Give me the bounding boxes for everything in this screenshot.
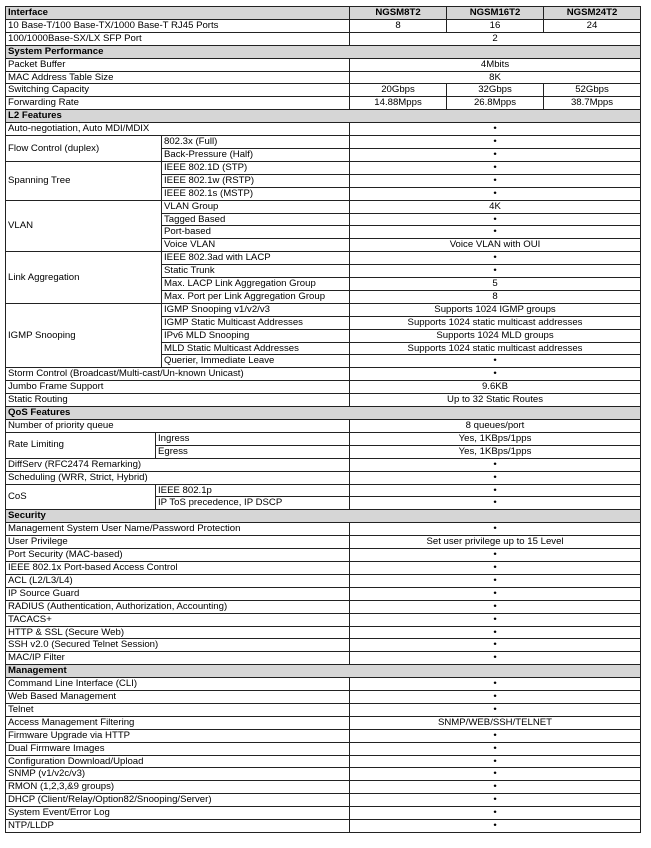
cell-value: • <box>350 807 641 820</box>
specifications-table <box>5 6 641 833</box>
cell-value: • <box>350 587 641 600</box>
cell-value: 20Gbps <box>350 84 447 97</box>
cell-value: • <box>350 213 641 226</box>
model-ngsm16t2-heading: NGSM16T2 <box>447 7 544 20</box>
row-label: HTTP & SSL (Secure Web) <box>6 626 350 639</box>
group-label: Spanning Tree <box>6 161 162 200</box>
row-label: DiffServ (RFC2474 Remarking) <box>6 458 350 471</box>
cell-value: 38.7Mpps <box>544 97 641 110</box>
cell-value: 4Mbits <box>350 58 641 71</box>
cell-value: • <box>350 148 641 161</box>
table-row <box>6 549 641 562</box>
sub-label: IEEE 802.1s (MSTP) <box>162 187 350 200</box>
section-title: L2 Features <box>6 110 641 123</box>
table-row <box>6 58 641 71</box>
table-row <box>6 613 641 626</box>
table-row <box>6 639 641 652</box>
sub-label: IPv6 MLD Snooping <box>162 329 350 342</box>
row-label: Jumbo Frame Support <box>6 381 350 394</box>
row-label: User Privilege <box>6 536 350 549</box>
row-label: Telnet <box>6 703 350 716</box>
group-label: Rate Limiting <box>6 432 156 458</box>
table-row <box>6 755 641 768</box>
table-row <box>6 420 641 433</box>
section-title: System Performance <box>6 45 641 58</box>
cell-value: Voice VLAN with OUI <box>350 239 641 252</box>
sub-label: IGMP Static Multicast Addresses <box>162 316 350 329</box>
model-ngsm8t2-heading: NGSM8T2 <box>350 7 447 20</box>
cell-value: • <box>350 174 641 187</box>
cell-value: Yes, 1KBps/1pps <box>350 432 641 445</box>
table-row <box>6 19 641 32</box>
section-title: Management <box>6 665 641 678</box>
sub-label: Tagged Based <box>162 213 350 226</box>
cell-value: Supports 1024 MLD groups <box>350 329 641 342</box>
section-heading-row <box>6 665 641 678</box>
table-row <box>6 678 641 691</box>
sub-label: MLD Static Multicast Addresses <box>162 342 350 355</box>
cell-value: • <box>350 703 641 716</box>
table-row <box>6 84 641 97</box>
table-row <box>6 32 641 45</box>
table-row <box>6 471 641 484</box>
table-row <box>6 768 641 781</box>
cell-value: • <box>350 226 641 239</box>
cell-value: • <box>350 794 641 807</box>
cell-value: • <box>350 574 641 587</box>
cell-value: • <box>350 561 641 574</box>
table-row <box>6 626 641 639</box>
row-label: Configuration Download/Upload <box>6 755 350 768</box>
cell-value: • <box>350 161 641 174</box>
table-row <box>6 200 641 213</box>
table-row <box>6 381 641 394</box>
cell-value: • <box>350 252 641 265</box>
sub-label: Max. Port per Link Aggregation Group <box>162 290 350 303</box>
section-title: QoS Features <box>6 407 641 420</box>
cell-value: • <box>350 755 641 768</box>
table-row <box>6 484 641 497</box>
table-row <box>6 600 641 613</box>
cell-value: SNMP/WEB/SSH/TELNET <box>350 716 641 729</box>
cell-value: • <box>350 729 641 742</box>
row-label: Auto-negotiation, Auto MDI/MDIX <box>6 123 350 136</box>
table-row <box>6 432 641 445</box>
row-label: RADIUS (Authentication, Authorization, Accounting) <box>6 600 350 613</box>
group-label: CoS <box>6 484 156 510</box>
cell-value: Set user privilege up to 15 Level <box>350 536 641 549</box>
row-label: Dual Firmware Images <box>6 742 350 755</box>
row-label: Web Based Management <box>6 691 350 704</box>
sub-label: IP ToS precedence, IP DSCP <box>156 497 350 510</box>
row-label: Packet Buffer <box>6 58 350 71</box>
cell-value: • <box>350 549 641 562</box>
sub-label: Voice VLAN <box>162 239 350 252</box>
cell-value: 52Gbps <box>544 84 641 97</box>
table-row <box>6 574 641 587</box>
cell-value: Up to 32 Static Routes <box>350 394 641 407</box>
cell-value: • <box>350 613 641 626</box>
table-row <box>6 820 641 833</box>
cell-value: • <box>350 136 641 149</box>
row-label: Scheduling (WRR, Strict, Hybrid) <box>6 471 350 484</box>
row-label: Firmware Upgrade via HTTP <box>6 729 350 742</box>
row-label: Command Line Interface (CLI) <box>6 678 350 691</box>
cell-value: • <box>350 123 641 136</box>
sub-label: Static Trunk <box>162 265 350 278</box>
section-heading-row <box>6 110 641 123</box>
cell-value: • <box>350 187 641 200</box>
cell-value: • <box>350 497 641 510</box>
row-label: RMON (1,2,3,&9 groups) <box>6 781 350 794</box>
cell-value: • <box>350 652 641 665</box>
cell-value: • <box>350 781 641 794</box>
model-ngsm24t2-heading: NGSM24T2 <box>544 7 641 20</box>
table-row <box>6 742 641 755</box>
sub-label: IEEE 802.1p <box>156 484 350 497</box>
cell-value: 4K <box>350 200 641 213</box>
cell-value: • <box>350 691 641 704</box>
cell-value: 8 queues/port <box>350 420 641 433</box>
table-row <box>6 523 641 536</box>
table-row <box>6 368 641 381</box>
table-row <box>6 652 641 665</box>
group-label: VLAN <box>6 200 162 252</box>
row-label: Storm Control (Broadcast/Multi-cast/Un-known Unicast) <box>6 368 350 381</box>
group-label: IGMP Snooping <box>6 303 162 368</box>
sub-label: IEEE 802.1w (RSTP) <box>162 174 350 187</box>
table-row <box>6 136 641 149</box>
sub-label: Max. LACP Link Aggregation Group <box>162 278 350 291</box>
cell-value: • <box>350 368 641 381</box>
row-label: Switching Capacity <box>6 84 350 97</box>
sub-label: Querier, Immediate Leave <box>162 355 350 368</box>
table-row <box>6 691 641 704</box>
row-label: Port Security (MAC-based) <box>6 549 350 562</box>
cell-value: 14.88Mpps <box>350 97 447 110</box>
cell-value: • <box>350 265 641 278</box>
row-label: Number of priority queue <box>6 420 350 433</box>
row-label: MAC Address Table Size <box>6 71 350 84</box>
table-row <box>6 97 641 110</box>
cell-value: 8 <box>350 290 641 303</box>
section-heading-row <box>6 407 641 420</box>
cell-value: • <box>350 678 641 691</box>
sub-label: IGMP Snooping v1/v2/v3 <box>162 303 350 316</box>
sub-label: 802.3x (Full) <box>162 136 350 149</box>
cell-value: • <box>350 458 641 471</box>
table-row <box>6 161 641 174</box>
cell-value: 24 <box>544 19 641 32</box>
table-row <box>6 729 641 742</box>
cell-value: • <box>350 742 641 755</box>
group-label: Link Aggregation <box>6 252 162 304</box>
row-label: IEEE 802.1x Port-based Access Control <box>6 561 350 574</box>
row-label: SNMP (v1/v2c/v3) <box>6 768 350 781</box>
row-label: NTP/LLDP <box>6 820 350 833</box>
table-row <box>6 252 641 265</box>
cell-value: • <box>350 600 641 613</box>
row-label: DHCP (Client/Relay/Option82/Snooping/Server) <box>6 794 350 807</box>
cell-value: • <box>350 523 641 536</box>
table-row <box>6 716 641 729</box>
group-label: Flow Control (duplex) <box>6 136 162 162</box>
cell-value: • <box>350 768 641 781</box>
row-label: 100/1000Base-SX/LX SFP Port <box>6 32 350 45</box>
cell-value: Supports 1024 static multicast addresses <box>350 316 641 329</box>
table-row <box>6 561 641 574</box>
cell-value: • <box>350 626 641 639</box>
row-label: SSH v2.0 (Secured Telnet Session) <box>6 639 350 652</box>
table-row <box>6 807 641 820</box>
table-row <box>6 303 641 316</box>
row-label: IP Source Guard <box>6 587 350 600</box>
header-row <box>6 7 641 20</box>
interface-heading: Interface <box>6 7 350 20</box>
row-label: 10 Base-T/100 Base-TX/1000 Base-T RJ45 Ports <box>6 19 350 32</box>
cell-value: 32Gbps <box>447 84 544 97</box>
row-label: MAC/IP Filter <box>6 652 350 665</box>
cell-value: • <box>350 355 641 368</box>
cell-value: 8 <box>350 19 447 32</box>
section-heading-row <box>6 510 641 523</box>
sub-label: VLAN Group <box>162 200 350 213</box>
cell-value: 26.8Mpps <box>447 97 544 110</box>
table-row <box>6 794 641 807</box>
row-label: Access Management Filtering <box>6 716 350 729</box>
row-label: ACL (L2/L3/L4) <box>6 574 350 587</box>
table-row <box>6 123 641 136</box>
sub-label: IEEE 802.3ad with LACP <box>162 252 350 265</box>
cell-value: Yes, 1KBps/1pps <box>350 445 641 458</box>
table-row <box>6 71 641 84</box>
cell-value: 5 <box>350 278 641 291</box>
section-heading-row <box>6 45 641 58</box>
sub-label: Egress <box>156 445 350 458</box>
sub-label: Ingress <box>156 432 350 445</box>
section-title: Security <box>6 510 641 523</box>
cell-value: 9.6KB <box>350 381 641 394</box>
table-row <box>6 536 641 549</box>
cell-value: 16 <box>447 19 544 32</box>
row-label: TACACS+ <box>6 613 350 626</box>
cell-value: 8K <box>350 71 641 84</box>
sub-label: Back-Pressure (Half) <box>162 148 350 161</box>
row-label: System Event/Error Log <box>6 807 350 820</box>
table-row <box>6 587 641 600</box>
table-row <box>6 703 641 716</box>
row-label: Forwarding Rate <box>6 97 350 110</box>
cell-value: Supports 1024 IGMP groups <box>350 303 641 316</box>
cell-value: • <box>350 639 641 652</box>
sub-label: Port-based <box>162 226 350 239</box>
cell-value: • <box>350 471 641 484</box>
cell-value: Supports 1024 static multicast addresses <box>350 342 641 355</box>
row-label: Static Routing <box>6 394 350 407</box>
cell-value: • <box>350 820 641 833</box>
sub-label: IEEE 802.1D (STP) <box>162 161 350 174</box>
cell-value: 2 <box>350 32 641 45</box>
row-label: Management System User Name/Password Protection <box>6 523 350 536</box>
table-row <box>6 458 641 471</box>
table-row <box>6 781 641 794</box>
cell-value: • <box>350 484 641 497</box>
table-row <box>6 394 641 407</box>
